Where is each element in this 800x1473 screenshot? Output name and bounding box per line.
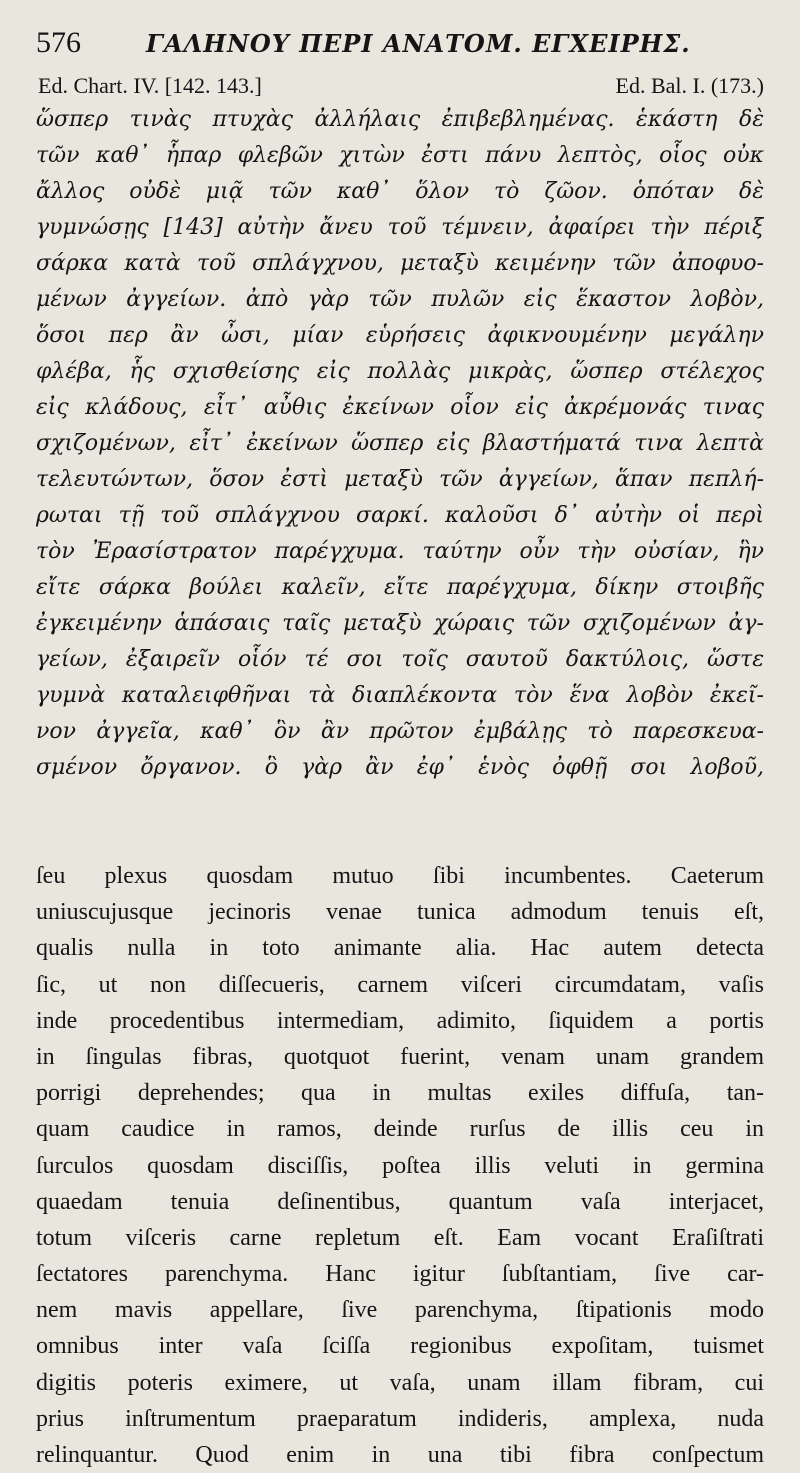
latin-line: nem mavis appellare, ſive parenchyma, ſtipationis modo (36, 1297, 764, 1324)
latin-line: quam caudice in ramos, deinde rurſus de illis ceu in (36, 1116, 764, 1143)
greek-line: ρωται τῇ τοῦ σπλάγχνου σαρκί. καλοῦσι δ᾽ αὐτὴν οἱ περὶ (36, 503, 764, 528)
latin-text-block (36, 858, 764, 1473)
greek-line: σχιζομένων, εἶτ᾽ ἐκείνων ὥσπερ εἰς βλαστήματά τινα λεπτὰ (36, 431, 764, 456)
latin-line: omnibus inter vaſa ſciſſa regionibus expoſitam, tuismet (36, 1333, 764, 1360)
page-number: 576 (36, 26, 81, 59)
greek-line: ὅσοι περ ἂν ὦσι, μίαν εὑρήσεις ἀφικνουμένην μεγάλην (36, 323, 764, 348)
latin-line: in ſingulas fibras, quotquot fuerint, venam unam grandem (36, 1043, 764, 1070)
greek-line: τῶν καθ᾽ ἧπαρ φλεβῶν χιτὼν ἐστι πάνυ λεπτὸς, οἷος οὐκ (36, 143, 764, 168)
latin-line: qualis nulla in toto animante alia. Hac autem detecta (36, 935, 764, 962)
greek-line: εἰς κλάδους, εἶτ᾽ αὖθις ἐκείνων οἷον εἰς ἀκρέμονάς τινας (36, 395, 764, 420)
latin-line: porrigi deprehendes; qua in multas exiles diffuſa, tan- (36, 1080, 764, 1107)
edition-reference-right: Ed. Bal. I. (173.) (615, 73, 764, 98)
latin-line: prius inſtrumentum praeparatum indideris, amplexa, nuda (36, 1405, 764, 1432)
greek-line: σάρκα κατὰ τοῦ σπλάγχνου, μεταξὺ κειμένην τῶν ἀποφυο- (36, 251, 764, 276)
latin-line: quaedam tenuia deſinentibus, quantum vaſa interjacet, (36, 1188, 764, 1215)
latin-line: uniuscujusque jecinoris venae tunica admodum tenuis eſt, (36, 899, 764, 926)
greek-line: εἴτε σάρκα βούλει καλεῖν, εἴτε παρέγχυμα, δίκην στοιβῆς (36, 575, 764, 600)
greek-line: γυμνώσῃς [143] αὐτὴν ἄνευ τοῦ τέμνειν, ἀφαίρει τὴν πέριξ (36, 215, 764, 240)
latin-line: totum viſceris carne repletum eſt. Eam vocant Eraſiſtrati (36, 1224, 764, 1251)
latin-line: relinquantur. Quod enim in una tibi fibra conſpectum (36, 1442, 764, 1468)
edition-reference-left: Ed. Chart. IV. [142. 143.] (38, 73, 262, 98)
greek-line: φλέβα, ἧς σχισθείσης εἰς πολλὰς μικρὰς, ὥσπερ στέλεχος (36, 359, 764, 384)
latin-line: ſurculos quosdam disciſſis, poſtea illis veluti in germina (36, 1152, 764, 1179)
latin-line: digitis poteris eximere, ut vaſa, unam illam fibram, cui (36, 1369, 764, 1396)
greek-line: ἐγκειμένην ἁπάσαις ταῖς μεταξὺ χώραις τῶν σχιζομένων ἀγ- (36, 611, 764, 636)
latin-line: ſeu plexus quosdam mutuo ſibi incumbentes. Caeterum (36, 863, 764, 889)
edition-reference-line (38, 70, 764, 102)
greek-line: σμένον ὄργανον. ὃ γὰρ ἂν ἐφ᾽ ἑνὸς ὀφθῇ σοι λοβοῦ, (36, 755, 764, 780)
greek-line: ἄλλος οὐδὲ μιᾷ τῶν καθ᾽ ὅλον τὸ ζῶον. ὁπόταν δὲ (36, 179, 764, 204)
latin-line: ſic, ut non diſſecueris, carnem viſceri circumdatam, vaſis (36, 971, 764, 998)
greek-line: ὥσπερ τινὰς πτυχὰς ἀλλήλαις ἐπιβεβλημένας. ἑκάστη δὲ (36, 107, 764, 132)
greek-text-block (36, 102, 764, 786)
running-title: ΓΑΛΗΝΟΥ ΠΕΡΙ ΑΝΑΤΟΜ. ΕΓΧΕΙΡΗΣ. (146, 29, 691, 58)
greek-line: νον ἀγγεῖα, καθ᾽ ὃν ἂν πρῶτον ἐμβάλῃς τὸ παρεσκευα- (36, 719, 764, 744)
greek-line: τὸν Ἐρασίστρατον παρέγχυμα. ταύτην οὖν τὴν οὐσίαν, ἣν (36, 539, 764, 564)
greek-line: γείων, ἐξαιρεῖν οἷόν τέ σοι τοῖς σαυτοῦ δακτύλοις, ὥστε (36, 647, 764, 672)
greek-line: μένων ἀγγείων. ἀπὸ γὰρ τῶν πυλῶν εἰς ἕκαστον λοβὸν, (36, 287, 764, 312)
latin-line: inde procedentibus intermediam, adimito, ſiquidem a portis (36, 1007, 764, 1034)
latin-line: ſectatores parenchyma. Hanc igitur ſubſtantiam, ſive car- (36, 1261, 764, 1288)
greek-line: τελευτώντων, ὅσον ἐστὶ μεταξὺ τῶν ἀγγείων, ἅπαν πεπλή- (36, 467, 764, 492)
running-head (36, 26, 764, 70)
greek-line: γυμνὰ καταλειφθῆναι τὰ διαπλέκοντα τὸν ἕνα λοβὸν ἐκεῖ- (36, 683, 764, 708)
